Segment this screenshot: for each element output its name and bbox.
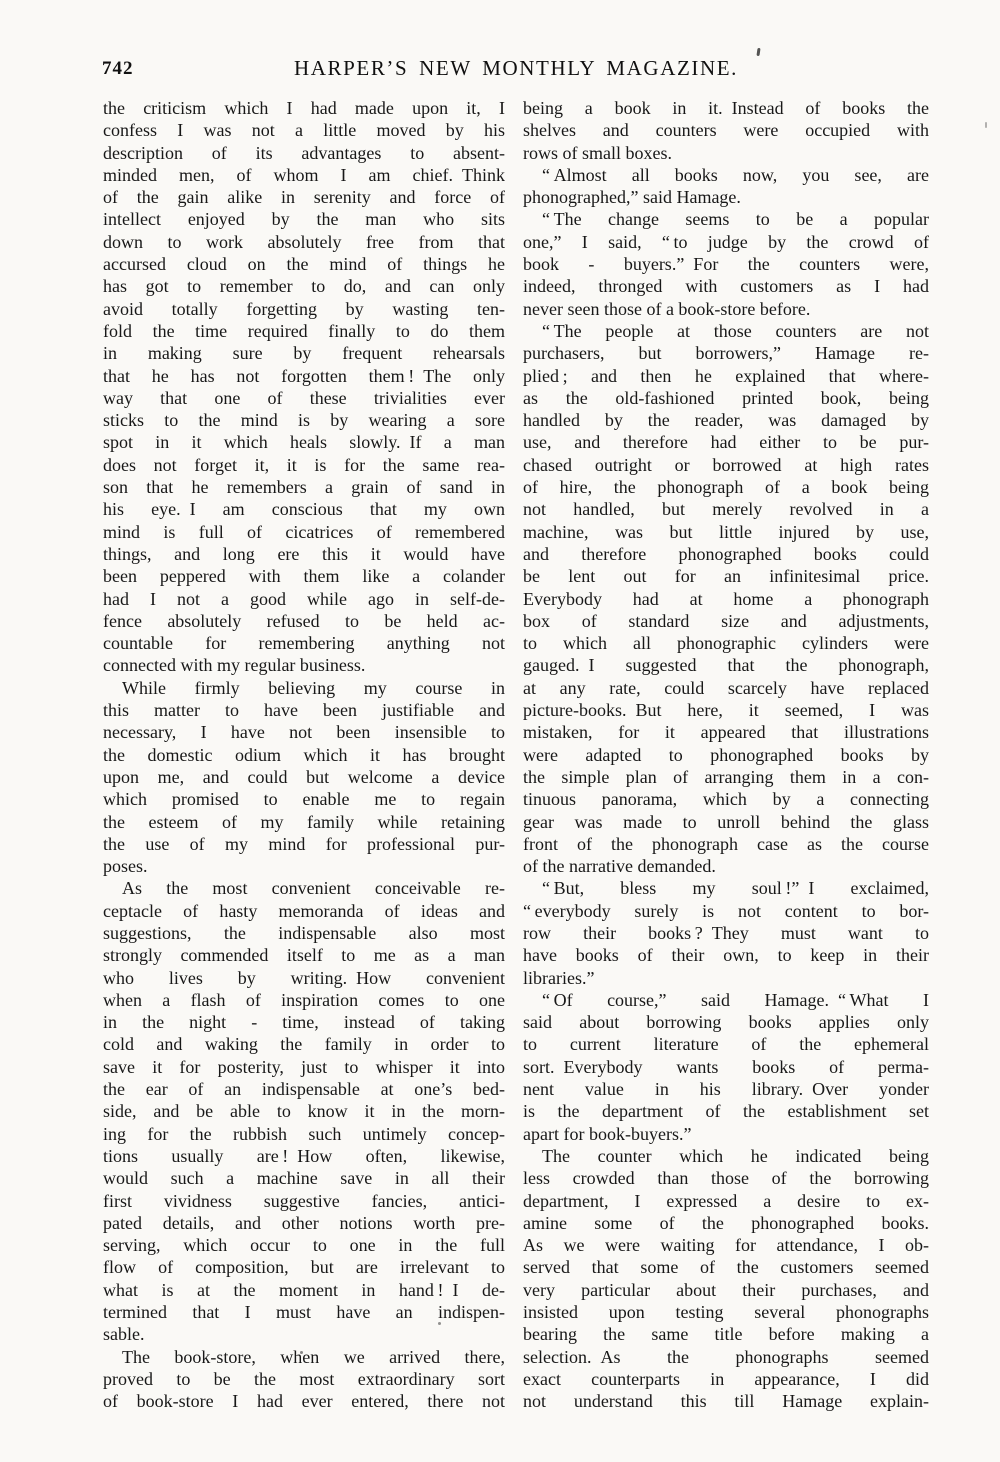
text-line: rows of small boxes.: [523, 142, 672, 163]
scan-artifact: [985, 122, 987, 128]
text-line: the simple plan of arranging them in a con-: [523, 766, 929, 787]
text-line: way that one of these trivialities ever: [103, 387, 505, 408]
text-line: as the old-fashioned printed book, being: [523, 387, 929, 408]
text-line: the esteem of my family while retaining: [103, 811, 505, 832]
text-line: be lent out for an infinitesimal price.: [523, 566, 929, 587]
text-line: “ everybody surely is not content to bor-: [523, 900, 929, 921]
text-line: department, I expressed a desire to ex-: [523, 1190, 929, 1211]
text-line: libraries.”: [523, 967, 595, 988]
text-line: “ Of course,” said Hamage. “ What I: [542, 989, 929, 1010]
text-line: indeed, thronged with customers as I had: [523, 276, 929, 297]
text-line: The counter which he indicated being: [542, 1145, 929, 1166]
text-line: selection. As the phonographs seemed: [523, 1346, 929, 1367]
text-line: “ The change seems to be a popular: [542, 209, 929, 230]
text-line: first vividness suggestive fancies, antici-: [103, 1190, 505, 1211]
text-columns: [103, 97, 929, 1413]
text-line: bearing the same title before making a: [523, 1324, 929, 1345]
text-line: of book-store I had ever entered, there not: [103, 1391, 505, 1412]
page-number: 742: [102, 58, 134, 79]
text-line: had I not a good while ago in self-de-: [103, 588, 505, 609]
text-line: handled by the reader, was damaged by: [523, 410, 929, 431]
text-line: Everybody had at home a phonograph: [523, 588, 929, 609]
text-line: connected with my regular business.: [103, 655, 366, 676]
text-line: accursed cloud on the mind of things he: [103, 254, 505, 275]
text-line: which promised to enable me to regain: [103, 789, 505, 810]
text-line: this matter to have been justifiable and: [103, 700, 505, 721]
text-line: insisted upon testing several phonographs: [523, 1302, 929, 1323]
text-line: to current literature of the ephemeral: [523, 1034, 929, 1055]
text-line: of the narrative demanded.: [523, 856, 716, 877]
text-line: avoid totally forgetting by wasting ten-: [103, 298, 505, 319]
text-line: less crowded than those of the borrowing: [523, 1168, 929, 1189]
text-line: box of standard size and adjustments,: [523, 610, 929, 631]
left-column: [103, 97, 505, 1413]
text-line: served that some of the customers seemed: [523, 1257, 929, 1278]
text-line: said about borrowing books applies only: [523, 1012, 929, 1033]
right-column: [523, 97, 929, 1413]
text-line: would such a machine save in all their: [103, 1168, 505, 1189]
text-line: very particular about their purchases, and: [523, 1279, 929, 1300]
text-line: sable.: [103, 1324, 145, 1345]
text-line: phonographed,” said Hamage.: [523, 187, 741, 208]
text-line: apart for book-buyers.”: [523, 1123, 692, 1144]
text-line: and therefore phonographed books could: [523, 543, 929, 564]
text-line: have books of their own, to keep in their: [523, 945, 929, 966]
text-line: serving, which occur to one in the full: [103, 1235, 505, 1256]
text-line: purchasers, but borrowers,” Hamage re-: [523, 343, 929, 364]
text-line: were adapted to phonographed books by: [523, 744, 929, 765]
text-line: son that he remembers a grain of sand in: [103, 477, 505, 498]
text-line: “ The people at those counters are not: [542, 320, 929, 341]
text-line: row their books ? They must want to: [523, 922, 929, 943]
text-line: to which all phonographic cylinders were: [523, 633, 929, 654]
text-line: description of its advantages to absent-: [103, 142, 505, 163]
text-line: cold and waking the family in order to: [103, 1034, 505, 1055]
text-line: proved to be the most extraordinary sort: [103, 1368, 505, 1389]
text-line: strongly commended itself to me as a man: [103, 945, 505, 966]
text-line: of hire, the phonograph of a book being: [523, 477, 929, 498]
text-line: has got to remember to do, and can only: [103, 276, 505, 297]
text-line: nent value in his library. Over yonder: [523, 1079, 929, 1100]
text-line: the domestic odium which it has brought: [103, 744, 505, 765]
text-line: side, and be able to know it in the morn-: [103, 1101, 505, 1122]
text-line: tions usually are ! How often, likewise,: [103, 1145, 505, 1166]
text-line: poses.: [103, 856, 148, 877]
text-line: shelves and counters were occupied with: [523, 120, 929, 141]
text-line: As the most convenient conceivable re-: [122, 878, 505, 899]
magazine-title: HARPER’S NEW MONTHLY MAGAZINE.: [293, 56, 739, 80]
text-line: confess I was not a little moved by his: [103, 120, 505, 141]
text-line: sticks to the mind is by wearing a sore: [103, 410, 505, 431]
text-line: one,” I said, “ to judge by the crowd of: [523, 231, 929, 252]
text-line: pated details, and other notions worth pre-: [103, 1212, 505, 1233]
text-line: suggestions, the indispensable also most: [103, 922, 505, 943]
text-line: mistaken, for it appeared that illustrations: [523, 722, 929, 743]
text-line: book - buyers.” For the counters were,: [523, 254, 929, 275]
text-line: who lives by writing. How convenient: [103, 967, 505, 988]
text-line: is the department of the establishment set: [523, 1101, 929, 1122]
text-line: things, and long ere this it would have: [103, 543, 505, 564]
text-line: chased outright or borrowed at high rates: [523, 454, 929, 475]
text-line: the criticism which I had made upon it, I: [103, 98, 505, 118]
text-line: necessary, I have not been insensible to: [103, 722, 505, 743]
text-line: upon me, and could but welcome a device: [103, 766, 505, 787]
text-line: fence absolutely refused to be held ac-: [103, 610, 505, 631]
text-line: termined that I must have an indispen-: [103, 1302, 505, 1323]
text-line: sort. Everybody wants books of perma-: [523, 1056, 929, 1077]
text-line: picture-books. But here, it seemed, I was: [523, 700, 929, 721]
text-line: front of the phonograph case as the course: [523, 833, 929, 854]
text-line: gauged. I suggested that the phonograph,: [523, 655, 929, 676]
text-line: ing for the rubbish such untimely concep-: [103, 1123, 505, 1144]
text-line: tinuous panorama, which by a connecting: [523, 789, 929, 810]
text-line: As we were waiting for attendance, I ob-: [523, 1235, 929, 1256]
text-line: ceptacle of hasty memoranda of ideas and: [103, 900, 505, 921]
text-line: when a flash of inspiration comes to one: [103, 989, 505, 1010]
text-line: gear was made to unroll behind the glass: [523, 811, 929, 832]
text-line: intellect enjoyed by the man who sits: [103, 209, 505, 230]
text-line: mind is full of cicatrices of remembered: [103, 521, 505, 542]
page-header: [100, 56, 932, 82]
text-line: not understand this till Hamage explain-: [523, 1391, 929, 1412]
text-line: down to work absolutely free from that: [103, 231, 505, 252]
text-line: being a book in it. Instead of books the: [523, 98, 929, 118]
text-line: does not forget it, it is for the same rea-: [103, 454, 505, 475]
text-line: in the night - time, instead of taking: [103, 1012, 505, 1033]
text-line: While firmly believing my course in: [122, 677, 505, 698]
text-line: “ But, bless my soul !” I exclaimed,: [542, 878, 929, 899]
text-line: of the gain alike in serenity and force of: [103, 187, 505, 208]
text-line: the ear of an indispensable at one’s bed-: [103, 1079, 505, 1100]
text-line: save it for posterity, just to whisper it into: [103, 1056, 505, 1077]
text-line: minded men, of whom I am chief. Think: [103, 164, 505, 185]
text-line: flow of composition, but are irrelevant to: [103, 1257, 505, 1278]
text-line: never seen those of a book-store before.: [523, 298, 811, 319]
text-line: his eye. I am conscious that my own: [103, 499, 505, 520]
text-line: exact counterparts in appearance, I did: [523, 1368, 929, 1389]
text-line: what is at the moment in hand ! I de-: [103, 1279, 505, 1300]
text-line: amine some of the phonographed books.: [523, 1212, 929, 1233]
scan-artifact: [756, 48, 760, 56]
text-line: The book-store, when we arrived there,: [122, 1346, 505, 1367]
text-line: countable for remembering anything not: [103, 633, 505, 654]
text-line: “ Almost all books now, you see, are: [542, 164, 929, 185]
text-line: spot in it which heals slowly. If a man: [103, 432, 505, 453]
text-line: plied ; and then he explained that where-: [523, 365, 929, 386]
text-line: at any rate, could scarcely have replaced: [523, 677, 929, 698]
text-line: use, and therefore had either to be pur-: [523, 432, 929, 453]
text-line: the use of my mind for professional pur-: [103, 833, 505, 854]
text-line: that he has not forgotten them ! The only: [103, 365, 505, 386]
text-line: not handled, but merely revolved in a: [523, 499, 929, 520]
text-line: fold the time required finally to do them: [103, 320, 505, 341]
text-line: machine, was but little injured by use,: [523, 521, 929, 542]
text-line: in making sure by frequent rehearsals: [103, 343, 505, 364]
text-line: been peppered with them like a colander: [103, 566, 505, 587]
